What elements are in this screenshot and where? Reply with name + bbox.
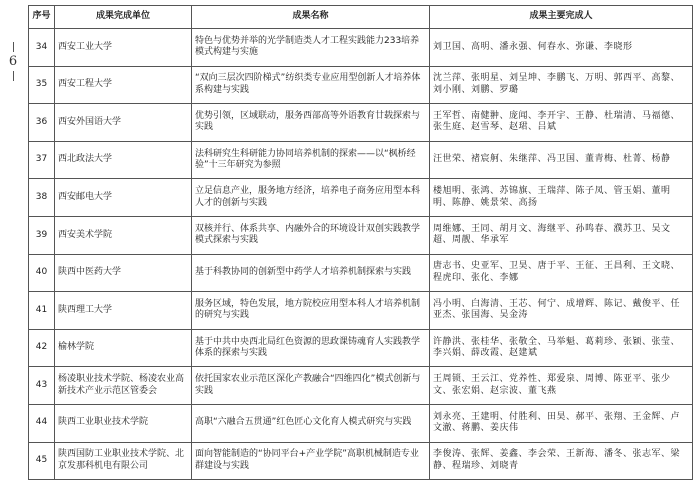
cell-unit: 杨凌职业技术学院、杨凌农业高新技术产业示范区管委会 [55, 367, 192, 405]
cell-people: 沈兰萍、张明星、刘呈坤、李鹏飞、万明、郭西平、高黎、刘小刚、刘鹏、罗璐 [430, 66, 693, 104]
cell-title: 依托国家农业示范区深化产教融合“四维四化”模式创新与实践 [192, 367, 430, 405]
table-row [29, 442, 693, 480]
cell-unit: 陕西国防工业职业技术学院、北京发那科机电有限公司 [55, 442, 192, 480]
cell-people: 王军哲、南健翀、庞闻、李开宇、王静、杜瑞清、马福德、张生庭、赵雪琴、赵珺、吕斌 [430, 104, 693, 142]
table-row [29, 329, 693, 367]
cell-title: 高职“六融合五贯通”红色匠心文化育人模式研究与实践 [192, 404, 430, 442]
header-serial: 序号 [29, 6, 55, 29]
page-number [4, 40, 22, 83]
cell-title: “双向三层次四阶梯式”纺织类专业应用型创新人才培养体系构建与实践 [192, 66, 430, 104]
cell-unit: 陕西中医药大学 [55, 254, 192, 292]
cell-title: 基于中共中央西北局红色资源的思政课铸魂育人实践教学体系的探索与实践 [192, 329, 430, 367]
cell-serial: 37 [29, 141, 55, 179]
page-number-dash-bottom [13, 71, 14, 81]
cell-unit: 榆林学院 [55, 329, 192, 367]
cell-unit: 陕西工业职业技术学院 [55, 404, 192, 442]
cell-serial: 45 [29, 442, 55, 480]
cell-serial: 39 [29, 216, 55, 254]
cell-people: 周维娜、王同、胡月文、海继平、孙鸣春、濮苏卫、吴文超、周靓、华承军 [430, 216, 693, 254]
cell-unit: 西安外国语大学 [55, 104, 192, 142]
cell-people: 许静洪、张桂华、张敬全、马举魁、葛莉珍、张颖、张莹、李兴娟、薛改霞、赵建斌 [430, 329, 693, 367]
results-table [28, 5, 693, 480]
table-row [29, 404, 693, 442]
header-unit: 成果完成单位 [55, 6, 192, 29]
cell-serial: 35 [29, 66, 55, 104]
header-people: 成果主要完成人 [430, 6, 693, 29]
header-title: 成果名称 [192, 6, 430, 29]
cell-title: 法科研究生科研能力协同培养机制的探索——以“枫桥经验”十三年研究为参照 [192, 141, 430, 179]
cell-title: 面向智能制造的“协同平台+产业学院”高职机械制造专业群建设与实践 [192, 442, 430, 480]
cell-title: 服务区域，特色发展，地方院校应用型本科人才培养机制的研究与实践 [192, 292, 430, 330]
table-row [29, 179, 693, 217]
cell-unit: 西安邮电大学 [55, 179, 192, 217]
page-number-digit: 6 [8, 54, 18, 69]
table-header-row [29, 6, 693, 29]
cell-people: 唐志书、史亚军、卫昊、唐于平、王征、王昌利、王文晓、程虎印、张化、李娜 [430, 254, 693, 292]
cell-serial: 40 [29, 254, 55, 292]
cell-serial: 43 [29, 367, 55, 405]
cell-unit: 西安美术学院 [55, 216, 192, 254]
cell-unit: 西安工业大学 [55, 29, 192, 67]
cell-title: 基于科教协同的创新型中药学人才培养机制探索与实践 [192, 254, 430, 292]
cell-serial: 34 [29, 29, 55, 67]
table-row [29, 29, 693, 67]
cell-people: 刘卫国、高明、潘永强、何春水、弥谦、李晓形 [430, 29, 693, 67]
cell-people: 冯小明、白海清、王芯、何宁、成增辉、陈记、戴俊平、任亚杰、张国海、吴金涛 [430, 292, 693, 330]
cell-title: 双核并行、体系共享、内融外合的环境设计双创实践教学模式探索与实践 [192, 216, 430, 254]
cell-people: 李俊涛、张辉、姜鑫、李会荣、王新海、潘冬、张志军、梁静、程瑞珍、刘晓青 [430, 442, 693, 480]
cell-serial: 44 [29, 404, 55, 442]
table-row [29, 141, 693, 179]
cell-people: 楼旭明、张鸿、苏锦旗、王瑞萍、陈子凤、管玉娟、董明明、陈静、姚景荣、高扬 [430, 179, 693, 217]
cell-title: 优势引领，区域联动，服务西部高等外语教育廿载探索与实践 [192, 104, 430, 142]
cell-title: 立足信息产业，服务地方经济，培养电子商务应用型本科人才的创新与实践 [192, 179, 430, 217]
cell-serial: 38 [29, 179, 55, 217]
table-row [29, 216, 693, 254]
cell-serial: 42 [29, 329, 55, 367]
table-row [29, 104, 693, 142]
cell-serial: 36 [29, 104, 55, 142]
cell-unit: 西北政法大学 [55, 141, 192, 179]
page-number-dash-top [13, 42, 14, 52]
table-row [29, 292, 693, 330]
cell-unit: 西安工程大学 [55, 66, 192, 104]
table-row [29, 254, 693, 292]
table-row [29, 367, 693, 405]
cell-serial: 41 [29, 292, 55, 330]
cell-people: 刘永亮、王建明、付胜利、田昊、郝平、张翔、王金辉、卢文澈、蒋鹏、姜庆伟 [430, 404, 693, 442]
table-row [29, 66, 693, 104]
cell-unit: 陕西理工大学 [55, 292, 192, 330]
cell-title: 特色与优势并举的光学制造类人才工程实践能力233培养模式构建与实施 [192, 29, 430, 67]
cell-people: 汪世荣、褚宸舸、朱继萍、冯卫国、董青梅、杜菁、杨静 [430, 141, 693, 179]
cell-people: 王周锁、王云江、党养性、郑爱泉、周博、陈亚平、张少文、张宏娟、赵宗波、董飞燕 [430, 367, 693, 405]
